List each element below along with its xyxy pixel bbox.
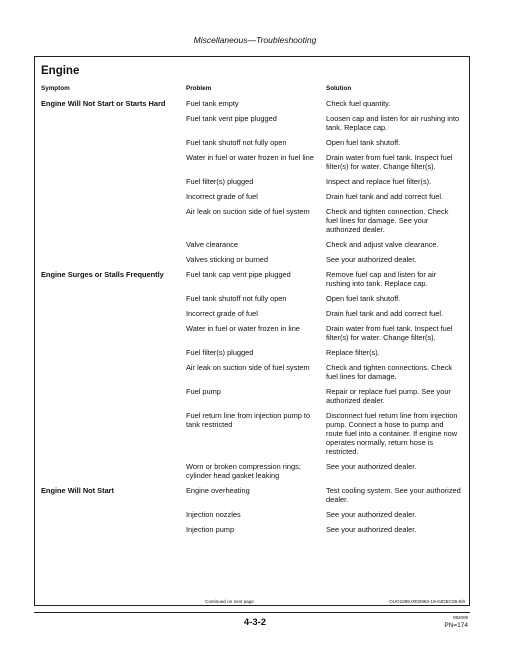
problem-cell: Injection nozzles bbox=[186, 510, 241, 519]
table-row bbox=[35, 387, 469, 405]
table-row bbox=[35, 240, 469, 249]
footer-rule bbox=[34, 612, 470, 613]
table-row bbox=[35, 525, 469, 534]
page-number: 4-3-2 bbox=[243, 617, 267, 628]
problem-cell: Valve clearance bbox=[186, 240, 239, 249]
date-code: 092009 bbox=[452, 615, 468, 620]
section-title: Engine bbox=[41, 65, 80, 77]
reference-code: OUO1099,0002963-19-04DEC09-5/9 bbox=[389, 599, 465, 604]
running-header: Miscellaneous—Troubleshooting bbox=[193, 35, 317, 45]
table-row bbox=[35, 324, 469, 342]
problem-cell: Incorrect grade of fuel bbox=[186, 309, 258, 318]
solution-cell: Replace filter(s). bbox=[326, 348, 380, 357]
solution-cell: Disconnect fuel return line from injection pump. Connect a hose to pump and route fuel into a container. If engine now operates normally, return hose is restricted. bbox=[326, 411, 458, 456]
solution-cell: See your authorized dealer. bbox=[326, 510, 417, 519]
problem-cell: Fuel filter(s) plugged bbox=[186, 348, 254, 357]
solution-cell: Check and tighten connection. Check fuel lines for damage. See your authorized dealer. bbox=[326, 207, 449, 234]
table-row bbox=[35, 270, 469, 288]
table-row bbox=[35, 99, 469, 108]
table-row bbox=[35, 294, 469, 303]
table-row bbox=[35, 411, 469, 456]
problem-cell: Fuel return line from injection pump to tank restricted bbox=[186, 411, 311, 429]
solution-cell: Check and adjust valve clearance. bbox=[326, 240, 439, 249]
solution-cell: Drain water from fuel tank. Inspect fuel filter(s) for water. Change filter(s). bbox=[326, 153, 453, 171]
table-body bbox=[35, 99, 469, 540]
column-header-symptom: Symptom bbox=[41, 85, 70, 92]
solution-cell: Check and tighten connections. Check fuel lines for damage. bbox=[326, 363, 453, 381]
problem-cell: Engine overheating bbox=[186, 486, 250, 495]
column-header-solution: Solution bbox=[326, 85, 352, 92]
table-row bbox=[35, 192, 469, 201]
table-row bbox=[35, 114, 469, 132]
solution-cell: Repair or replace fuel pump. See your authorized dealer. bbox=[326, 387, 451, 405]
table-row bbox=[35, 153, 469, 171]
solution-cell: Remove fuel cap and listen for air rushing into tank. Replace cap. bbox=[326, 270, 437, 288]
table-row bbox=[35, 510, 469, 519]
solution-cell: Drain water from fuel tank. Inspect fuel filter(s) for water. Change filter(s). bbox=[326, 324, 453, 342]
table-row bbox=[35, 138, 469, 147]
symptom-cell: Engine Surges or Stalls Frequently bbox=[41, 270, 164, 279]
table-row bbox=[35, 348, 469, 357]
problem-cell: Fuel tank shutoff not fully open bbox=[186, 138, 287, 147]
continued-note: Continued on next page bbox=[205, 599, 254, 604]
table-row bbox=[35, 255, 469, 264]
table-row bbox=[35, 309, 469, 318]
table-row bbox=[35, 462, 469, 480]
table-row bbox=[35, 486, 469, 504]
problem-cell: Water in fuel or water frozen in fuel line bbox=[186, 153, 314, 162]
solution-cell: Inspect and replace fuel filter(s). bbox=[326, 177, 432, 186]
problem-cell: Fuel tank shutoff not fully open bbox=[186, 294, 287, 303]
column-header-problem: Problem bbox=[186, 85, 212, 92]
table-row bbox=[35, 207, 469, 234]
solution-cell: Drain fuel tank and add correct fuel. bbox=[326, 309, 444, 318]
solution-cell: Test cooling system. See your authorized dealer. bbox=[326, 486, 461, 504]
symptom-cell: Engine Will Not Start or Starts Hard bbox=[41, 99, 166, 108]
solution-cell: Drain fuel tank and add correct fuel. bbox=[326, 192, 444, 201]
solution-cell: Check fuel quantity. bbox=[326, 99, 391, 108]
table-row bbox=[35, 177, 469, 186]
pn-code: PN=174 bbox=[444, 622, 468, 629]
problem-cell: Fuel tank empty bbox=[186, 99, 239, 108]
solution-cell: Loosen cap and listen for air rushing into tank. Replace cap. bbox=[326, 114, 460, 132]
problem-cell: Fuel filter(s) plugged bbox=[186, 177, 254, 186]
symptom-cell: Engine Will Not Start bbox=[41, 486, 115, 495]
problem-cell: Water in fuel or water frozen in line bbox=[186, 324, 300, 333]
problem-cell: Injection pump bbox=[186, 525, 235, 534]
solution-cell: See your authorized dealer. bbox=[326, 255, 417, 264]
problem-cell: Valves sticking or burned bbox=[186, 255, 269, 264]
solution-cell: See your authorized dealer. bbox=[326, 462, 417, 471]
problem-cell: Worn or broken compression rings; cylinder head gasket leaking bbox=[186, 462, 301, 480]
problem-cell: Fuel tank vent pipe plugged bbox=[186, 114, 277, 123]
problem-cell: Air leak on suction side of fuel system bbox=[186, 207, 310, 216]
solution-cell: Open fuel tank shutoff. bbox=[326, 138, 401, 147]
problem-cell: Incorrect grade of fuel bbox=[186, 192, 258, 201]
troubleshooting-table bbox=[34, 56, 470, 606]
problem-cell: Fuel tank cap vent pipe plugged bbox=[186, 270, 291, 279]
problem-cell: Fuel pump bbox=[186, 387, 221, 396]
table-row bbox=[35, 363, 469, 381]
solution-cell: Open fuel tank shutoff. bbox=[326, 294, 401, 303]
problem-cell: Air leak on suction side of fuel system bbox=[186, 363, 310, 372]
solution-cell: See your authorized dealer. bbox=[326, 525, 417, 534]
